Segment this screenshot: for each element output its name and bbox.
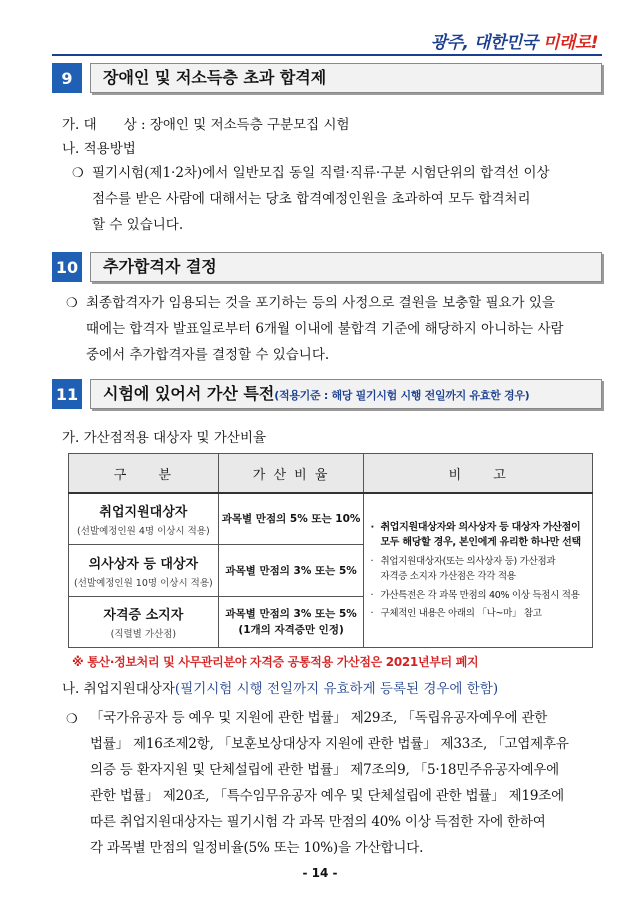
heading-condition: (필기시험 시행 전일까지 유효하게 등록된 경우에 한함) bbox=[174, 681, 499, 697]
s11-employment-text bbox=[90, 705, 600, 861]
section-title: 장애인 및 저소득층 초과 합격제 bbox=[90, 63, 602, 93]
text-line: 관한 법률」 제20조, 「특수임무유공자 예우 및 단체설립에 관한 법률」 제19조에 bbox=[90, 788, 564, 804]
table-row bbox=[69, 493, 593, 545]
bullet-circle-icon: ❍ bbox=[66, 296, 78, 311]
s9-method-heading: 나. 적용방법 bbox=[62, 141, 136, 157]
s11-bonus-heading: 가. 가산점적용 대상자 및 가산비율 bbox=[62, 430, 267, 446]
heading-text: 나. 취업지원대상자 bbox=[62, 681, 175, 697]
section-title bbox=[90, 379, 602, 409]
section-number-badge: 9 bbox=[52, 63, 82, 93]
table-cell-remarks bbox=[364, 493, 593, 648]
text-line: 중에서 추가합격자를 결정할 수 있습니다. bbox=[86, 347, 330, 363]
header-rule bbox=[52, 54, 602, 56]
text-line: 법률」 제16조제2항, 「보훈보상대상자 지원에 관한 법률」 제33조, 「고엽제후유 bbox=[90, 736, 569, 752]
text-line: 필기시험(제1·2차)에서 일반모집 동일 직렬·직류·구분 시험단위의 합격선 이상 bbox=[92, 165, 550, 181]
s11-employment-heading bbox=[62, 676, 498, 702]
text-line: 할 수 있습니다. bbox=[92, 217, 184, 233]
text-line: 「국가유공자 등 예우 및 지원에 관한 법률」 제29조, 「독립유공자예우에 관한 bbox=[90, 710, 548, 726]
table-header-cell: 비 고 bbox=[364, 454, 593, 494]
text-line: 점수를 받은 사람에 대해서는 당초 합격예정인원을 초과하여 모두 합격처리 bbox=[92, 191, 531, 207]
table-cell-category bbox=[69, 545, 219, 596]
category-condition: (직렬별 가산점) bbox=[110, 628, 177, 640]
s10-text bbox=[86, 290, 596, 368]
text-line: 의증 등 환자지원 및 단체설립에 관한 법률」 제7조의9, 「5·18민주유공자예우에 bbox=[90, 762, 560, 778]
table-header-cell: 구 분 bbox=[69, 454, 219, 494]
text-line: 각 과목별 만점의 일정비율(5% 또는 10%)을 가산합니다. bbox=[90, 840, 424, 856]
section-title-text: 시험에 있어서 가산 특전 bbox=[103, 384, 275, 403]
table-header-cell: 가 산 비 율 bbox=[218, 454, 364, 494]
text-line: 따른 취업지원대상자는 필기시험 각 과목 만점의 40% 이상 득점한 자에 한하여 bbox=[90, 814, 546, 830]
table-cell-rate: 과목별 만점의 3% 또는 5% bbox=[218, 545, 364, 596]
rate-text: 과목별 만점의 3% 또는 5% bbox=[225, 607, 357, 620]
section-10-heading bbox=[52, 252, 602, 282]
category-name: 자격증 소지자 bbox=[103, 607, 184, 623]
category-condition: (선발예정인원 10명 이상시 적용) bbox=[74, 577, 213, 589]
table-cell-category bbox=[69, 596, 219, 647]
section-number-badge: 11 bbox=[52, 379, 82, 409]
table-cell-category bbox=[69, 493, 219, 545]
text-line: 최종합격자가 임용되는 것을 포기하는 등의 사정으로 결원을 보충할 필요가 있을 bbox=[86, 295, 555, 311]
s9-method-text bbox=[92, 160, 597, 238]
logo-accent-text: 미래로! bbox=[542, 33, 598, 53]
page-number: - 14 - bbox=[302, 866, 338, 880]
bullet-circle-icon: ❍ bbox=[66, 712, 78, 727]
section-title-note: (적용기준 : 해당 필기시험 시행 전일까지 유효한 경우) bbox=[274, 389, 530, 402]
section-11-heading bbox=[52, 379, 602, 409]
remark-item: · 취업지원대상자와 의사상자 등 대상자 가산점이 모두 해당할 경우, 본인에게 유리한 하나만 선택 bbox=[370, 522, 581, 548]
table-cell-rate bbox=[218, 596, 364, 647]
bullet-circle-icon: ❍ bbox=[72, 166, 84, 181]
section-9-heading bbox=[52, 63, 602, 93]
category-name: 취업지원대상자 bbox=[99, 505, 188, 521]
logo-main-text: 광주, 대한민국 bbox=[430, 33, 543, 53]
category-condition: (선발예정인원 4명 이상시 적용) bbox=[77, 526, 210, 538]
section-title: 추가합격자 결정 bbox=[90, 252, 602, 282]
abolition-notice: ※ 통산·정보처리 및 사무관리분야 자격증 공통적용 가산점은 2021년부터 폐지 bbox=[72, 655, 479, 669]
table-header-row bbox=[69, 454, 593, 494]
remark-item: · 취업지원대상자(또는 의사상자 등) 가산점과 자격증 소지자 가산점은 각각 적용 bbox=[370, 556, 556, 582]
category-name: 의사상자 등 대상자 bbox=[88, 556, 199, 572]
bonus-table bbox=[68, 453, 593, 648]
s9-target-line: 가. 대 상 : 장애인 및 저소득층 구분모집 시험 bbox=[62, 117, 350, 133]
rate-note: (1개의 자격증만 인정) bbox=[238, 623, 344, 636]
remark-item: · 가산특전은 각 과목 만점의 40% 이상 득점시 적용 bbox=[370, 590, 580, 601]
text-line: 때에는 합격자 발표일로부터 6개월 이내에 불합격 기준에 해당하지 아니하는 사람 bbox=[86, 321, 564, 337]
remark-item: · 구체적인 내용은 아래의 「나~마」 참고 bbox=[370, 608, 542, 619]
table-cell-rate: 과목별 만점의 5% 또는 10% bbox=[218, 493, 364, 545]
city-slogan-logo bbox=[431, 28, 598, 53]
section-number-badge: 10 bbox=[52, 252, 82, 282]
